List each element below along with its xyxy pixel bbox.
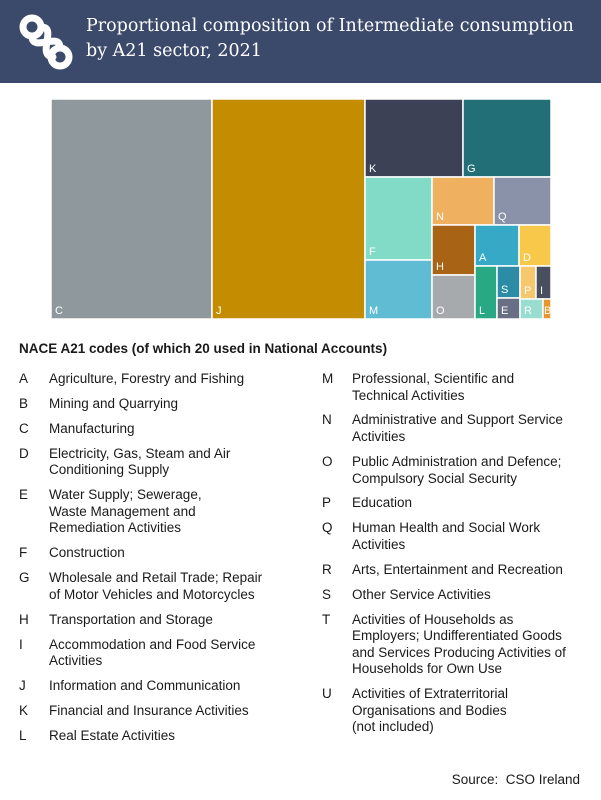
legend-item-n — [322, 412, 592, 445]
legend-code: J — [19, 677, 26, 693]
tile-label: J — [216, 305, 222, 317]
legend-item-r — [322, 562, 592, 579]
tile-o — [432, 275, 475, 319]
legend-item-l — [19, 728, 299, 745]
tile-p — [520, 266, 536, 299]
legend-item-h — [19, 612, 299, 629]
legend-code: L — [19, 727, 27, 743]
legend-item-b — [19, 396, 299, 413]
legend-code: E — [19, 487, 29, 503]
tile-label: C — [55, 305, 63, 317]
legend-code: K — [19, 702, 29, 718]
legend-item-j — [19, 678, 299, 695]
tile-label: R — [524, 305, 532, 317]
tile-label: E — [501, 305, 509, 317]
legend-item-f — [19, 545, 299, 562]
tile-rect — [536, 266, 551, 299]
tile-f — [365, 177, 432, 260]
legend-code: Q — [322, 520, 333, 536]
tile-rect — [51, 99, 212, 319]
legend-code: N — [322, 412, 332, 428]
tile-label: M — [369, 305, 379, 317]
legend-description: Financial and Insurance Activities — [49, 702, 249, 718]
legend-item-c — [19, 421, 299, 438]
legend-description: Construction — [49, 545, 125, 561]
tile-label: D — [523, 252, 531, 264]
legend-item-e — [19, 487, 299, 537]
legend-item-s — [322, 587, 592, 604]
legend-code: S — [322, 586, 332, 602]
legend-code: P — [322, 495, 332, 511]
legend-code: I — [19, 636, 23, 652]
tile-label: I — [540, 285, 544, 297]
legend-description: Transportation and Storage — [49, 611, 213, 627]
legend-code: B — [19, 395, 29, 411]
tile-label: A — [479, 252, 487, 264]
legend-description: Human Health and Social Work Activities — [352, 520, 541, 552]
legend-heading: NACE A21 codes (of which 20 used in National Accounts) — [19, 341, 388, 356]
legend-description: Wholesale and Retail Trade; Repair of Motor Vehicles and Motorcycles — [49, 570, 263, 602]
tile-e — [497, 298, 520, 319]
tile-label: B — [544, 305, 552, 317]
legend-description: Information and Communication — [49, 677, 241, 693]
legend-code: C — [19, 420, 29, 436]
tile-label: L — [479, 305, 486, 317]
tile-s — [497, 266, 520, 298]
tile-label: G — [467, 163, 476, 175]
legend-description: Agriculture, Forestry and Fishing — [49, 371, 245, 386]
legend-description: Accommodation and Food Service Activities — [49, 636, 256, 669]
tile-q — [494, 177, 551, 225]
legend-item-p — [322, 495, 592, 512]
tile-a — [475, 225, 519, 266]
tile-rect — [365, 99, 463, 177]
legend-description: Activities of Extraterritorial Organisations and Bodies (not included) — [352, 686, 509, 735]
legend-item-a — [19, 371, 299, 388]
source-note: Source: CSO Ireland — [451, 772, 580, 787]
tile-rect — [212, 99, 365, 319]
tile-b — [543, 299, 551, 319]
legend-description: Water Supply; Sewerage, Waste Management and Remediation Activities — [49, 487, 202, 536]
tile-r — [520, 299, 543, 319]
tile-l — [475, 266, 497, 319]
tile-g — [463, 99, 551, 177]
legend-code: O — [322, 453, 333, 469]
tile-label: Q — [498, 211, 507, 223]
legend-code: T — [322, 611, 331, 627]
legend-right-column — [322, 371, 592, 744]
tile-d — [519, 225, 551, 266]
legend-description: Other Service Activities — [352, 586, 491, 602]
legend-item-m — [322, 371, 592, 404]
tile-c — [51, 99, 212, 319]
tile-k — [365, 99, 463, 177]
legend-description: Education — [352, 495, 413, 511]
tile-label: H — [436, 261, 444, 273]
legend-item-g — [19, 570, 299, 603]
legend-item-t — [322, 612, 592, 678]
tile-label: P — [524, 285, 532, 297]
treemap-chart — [0, 0, 601, 330]
legend-description: Mining and Quarrying — [49, 395, 179, 411]
legend-description: Public Administration and Defence; Compulsory Social Security — [352, 453, 562, 486]
chart-title: Proportional composition of Intermediate consumption by A21 sector, 2021 — [86, 16, 574, 61]
legend-item-u — [322, 686, 592, 736]
legend-code: A — [19, 371, 29, 386]
legend-item-q — [322, 520, 592, 553]
legend-description: Manufacturing — [49, 420, 135, 436]
legend-code: R — [322, 561, 332, 577]
tile-label: K — [369, 163, 377, 175]
legend-description: Professional, Scientific and Technical Activities — [352, 371, 515, 403]
tile-h — [432, 225, 475, 275]
legend-item-o — [322, 454, 592, 487]
legend-code: U — [322, 686, 332, 702]
tile-i — [536, 266, 551, 299]
legend-description: Arts, Entertainment and Recreation — [352, 561, 563, 577]
tile-label: S — [501, 284, 509, 296]
tile-label: O — [436, 305, 445, 317]
legend-code: H — [19, 611, 29, 627]
legend-item-i — [19, 637, 299, 670]
legend-code: F — [19, 545, 28, 561]
legend-description: Real Estate Activities — [49, 727, 176, 743]
legend-code: M — [322, 371, 334, 386]
legend-description: Activities of Households as Employers; Undifferentiated Goods and Services Producing Activities of Households for Own Use — [352, 611, 566, 677]
tile-n — [432, 177, 494, 225]
legend-code: D — [19, 445, 29, 461]
legend-left-column — [19, 371, 299, 753]
tile-m — [365, 260, 432, 319]
legend-item-d — [19, 446, 299, 479]
legend-item-k — [19, 703, 299, 720]
tile-rect — [463, 99, 551, 177]
legend-description: Administrative and Support Service Activities — [352, 412, 563, 445]
tile-label: F — [369, 246, 376, 258]
legend-code: G — [19, 570, 30, 586]
tile-label: N — [436, 211, 444, 223]
tile-j — [212, 99, 365, 319]
legend-description: Electricity, Gas, Steam and Air Conditioning Supply — [49, 445, 231, 478]
